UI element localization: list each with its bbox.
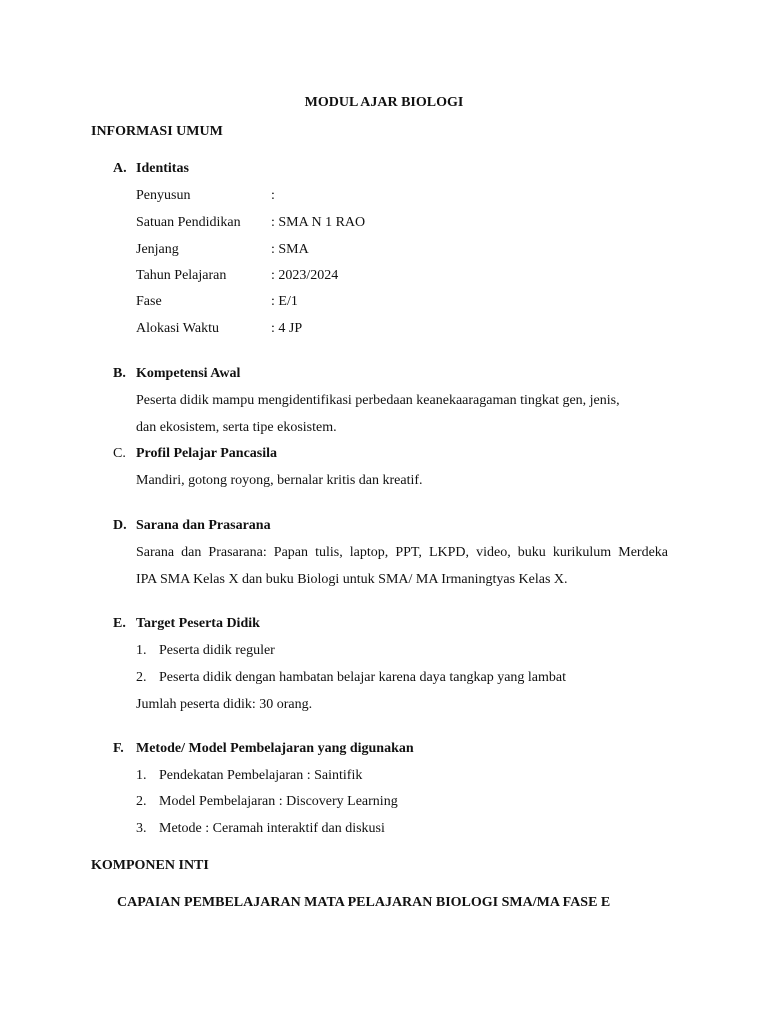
sarana-text-line-2: IPA SMA Kelas X dan buku Biologi untuk SMA/ MA Irmaningtyas Kelas X. xyxy=(136,572,568,587)
identitas-label-fase: Fase xyxy=(136,294,162,309)
document-title: MODUL AJAR BIOLOGI xyxy=(304,95,464,110)
section-letter-f: F. xyxy=(113,741,124,756)
metode-item-number: 1. xyxy=(136,768,147,783)
section-letter-a: A. xyxy=(113,161,127,176)
target-item-text: Peserta didik reguler xyxy=(159,643,275,658)
identitas-label-tahun: Tahun Pelajaran xyxy=(136,268,227,283)
capaian-title: CAPAIAN PEMBELAJARAN MATA PELAJARAN BIOLOGI SMA/MA FASE E xyxy=(117,895,611,910)
metode-item-text: Model Pembelajaran : Discovery Learning xyxy=(159,794,398,809)
target-jumlah-text: Jumlah peserta didik: 30 orang. xyxy=(136,697,313,712)
target-item-text: Peserta didik dengan hambatan belajar karena daya tangkap yang lambat xyxy=(159,670,566,685)
section-letter-b: B. xyxy=(113,366,126,381)
kompetensi-text-line-2: dan ekosistem, serta tipe ekosistem. xyxy=(136,420,337,435)
section-heading-kompetensi: Kompetensi Awal xyxy=(136,366,241,381)
kompetensi-text-line-1: Peserta didik mampu mengidentifikasi perbedaan keanekaaragaman tingkat gen, jenis, xyxy=(136,393,620,408)
identitas-label-satuan: Satuan Pendidikan xyxy=(136,215,241,230)
identitas-label-jenjang: Jenjang xyxy=(136,242,179,257)
identitas-value-satuan: : SMA N 1 RAO xyxy=(271,215,366,230)
section-letter-d: D. xyxy=(113,518,127,533)
section-heading-informasi-umum: INFORMASI UMUM xyxy=(91,124,223,139)
section-heading-identitas: Identitas xyxy=(136,161,189,176)
identitas-label-penyusun: Penyusun xyxy=(136,188,191,203)
section-heading-profil: Profil Pelajar Pancasila xyxy=(136,446,278,461)
identitas-value-penyusun: : xyxy=(271,188,275,203)
target-item-number: 2. xyxy=(136,670,147,685)
profil-text: Mandiri, gotong royong, bernalar kritis dan kreatif. xyxy=(136,473,423,488)
identitas-label-alokasi: Alokasi Waktu xyxy=(136,321,219,336)
metode-item-text: Pendekatan Pembelajaran : Saintifik xyxy=(159,768,363,783)
sarana-text-line-1: Sarana dan Prasarana: Papan tulis, laptop, PPT, LKPD, video, buku kurikulum Merdeka xyxy=(136,545,668,560)
section-heading-sarana: Sarana dan Prasarana xyxy=(136,518,271,533)
section-heading-komponen-inti: KOMPONEN INTI xyxy=(91,858,209,873)
target-item-number: 1. xyxy=(136,643,147,658)
metode-item-text: Metode : Ceramah interaktif dan diskusi xyxy=(159,821,385,836)
section-heading-target: Target Peserta Didik xyxy=(136,616,260,631)
metode-item-number: 2. xyxy=(136,794,147,809)
section-letter-c: C. xyxy=(113,446,126,461)
section-heading-metode: Metode/ Model Pembelajaran yang digunakan xyxy=(136,741,414,756)
identitas-value-fase: : E/1 xyxy=(271,294,298,309)
metode-item-number: 3. xyxy=(136,821,147,836)
identitas-value-jenjang: : SMA xyxy=(271,242,309,257)
identitas-value-tahun: : 2023/2024 xyxy=(271,268,339,283)
identitas-value-alokasi: : 4 JP xyxy=(271,321,303,336)
section-letter-e: E. xyxy=(113,616,126,631)
